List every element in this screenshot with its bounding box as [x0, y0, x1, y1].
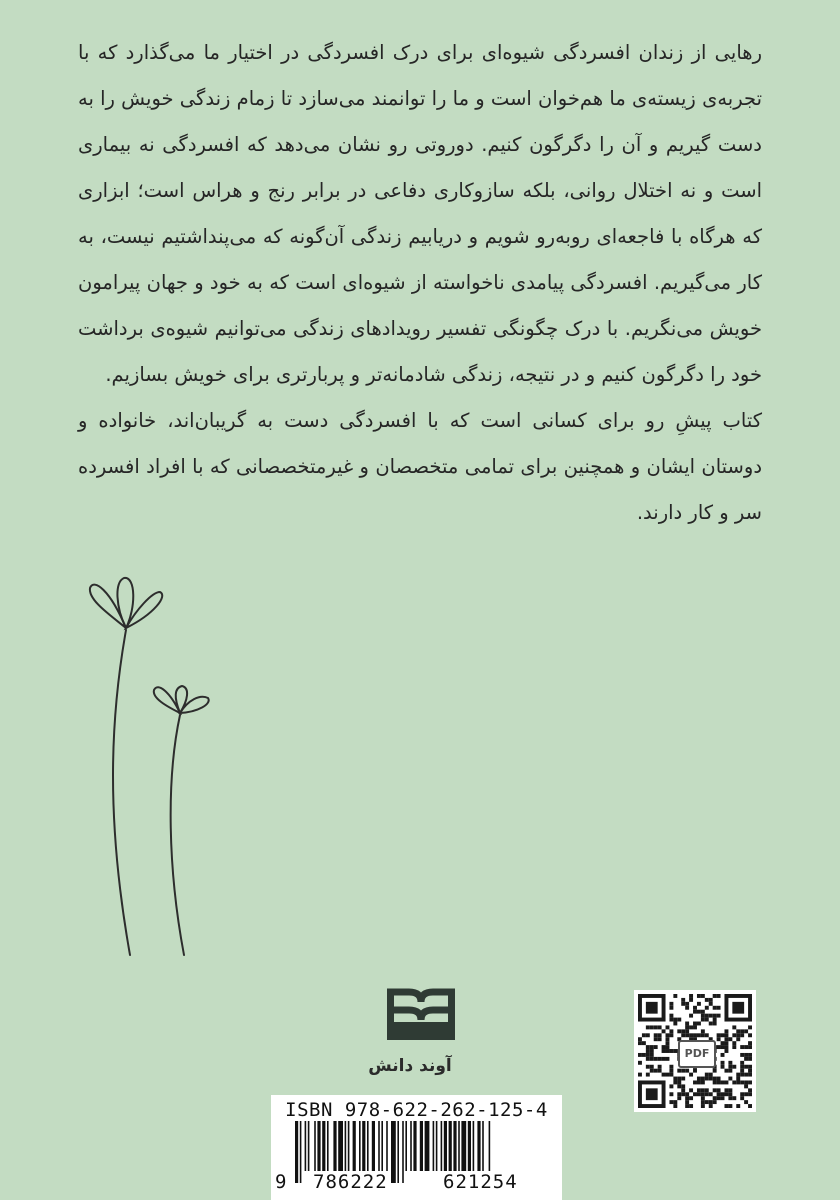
- tall-flower-left-petal: [90, 585, 126, 628]
- isbn-label: ISBN 978-622-262-125-4: [285, 1099, 548, 1121]
- short-flower-stem: [171, 715, 184, 955]
- qr-code[interactable]: [634, 990, 756, 1112]
- pdf-badge: PDF: [678, 1040, 716, 1068]
- isbn-barcode: [271, 1095, 562, 1200]
- blurb-paragraph-1: رهایی از زندان افسردگی شیوه‌ای برای درک افسردگی در اختیار ما می‌گذارد که با تجربه‌ی زیسته‌ی ما هم‌خوان است و ما را توانمند می‌سازد تا زمام زندگی خویش را به دست گیریم و آن را دگرگون کنیم. دوروتی رو نشان می‌دهد که افسردگی نه بیماری است و نه اختلال روانی، بلکه سازوکاری دفاعی در برابر رنج و هراس است؛ ابزاری که هرگاه با فاجعه‌ای روبه‌رو شویم و دریابیم زندگی آن‌گونه که می‌پنداشتیم نیست، به کار می‌گیریم. افسردگی پیامدی ناخواسته از شیوه‌ای است که به خود و جهان پیرامون خویش می‌نگریم. با درک چگونگی تفسیر رویدادهای زندگی می‌توانیم شیوه‌ی برداشت خود را دگرگون کنیم و در نتیجه، زندگی شادمانه‌تر و پربارتری برای خویش بسازیم.: [78, 41, 762, 386]
- barcode-digits-left: 786222: [313, 1171, 388, 1193]
- flower-illustration: [70, 570, 230, 970]
- blurb-paragraph-2: کتاب پیشِ رو برای کسانی است که با افسردگی دست به گریبان‌اند، خانواده و دوستان ایشان و همچنین برای تمامی متخصصان و غیرمتخصصانی که با افراد افسرده سر و کار دارند.: [78, 409, 762, 524]
- publisher-name: آوند دانش: [368, 1056, 452, 1076]
- back-cover-blurb: [78, 30, 762, 536]
- barcode-digit-first: 9: [275, 1171, 288, 1193]
- barcode-digits-right: 621254: [443, 1171, 518, 1193]
- tall-flower-stem: [113, 630, 130, 955]
- publisher-logo-icon: [383, 988, 459, 1044]
- short-flower-center-petal: [176, 686, 187, 713]
